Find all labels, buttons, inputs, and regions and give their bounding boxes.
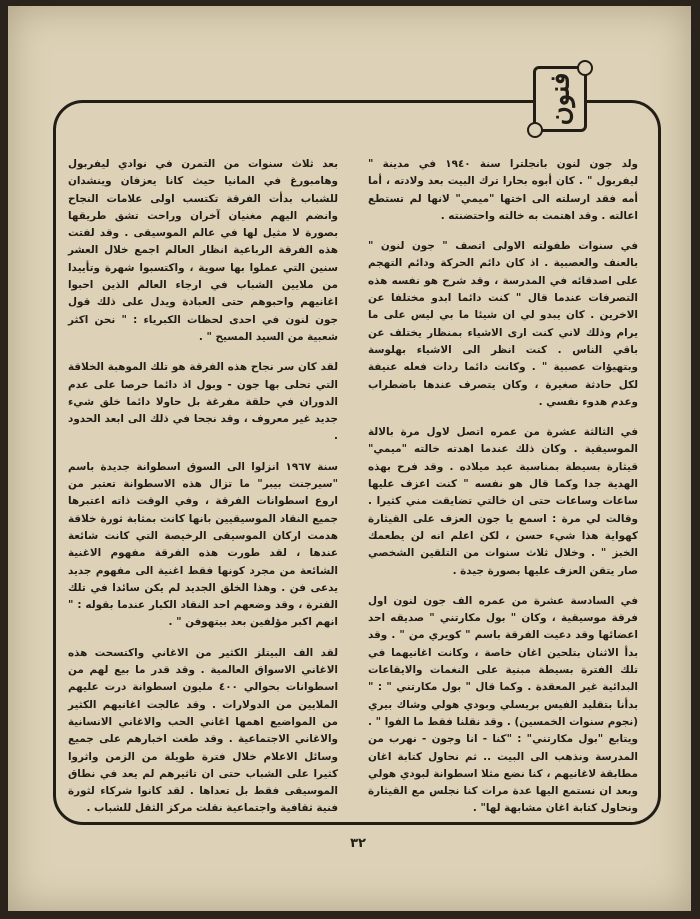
- paragraph: في سنوات طفولته الاولى اتصف " جون لنون " بالعنف والعصبية . اذ كان دائم الحركة ودائم التهجم على اصدقائه في المدرسة ، وقد شرح هو نفسه هذه التصرفات عندما قال " كنت دائما ابدو مختلفا عن الاخرين . كان يبدو لي ان شيئا ما بي ليس على ما يرام وذلك لاني كنت ارى الاشياء بمنظار يختلف عن باقي الناس . كنت انظر الى الاشياء بهلوسة وبتهيؤات عصبية " . وكانت دائما ردات فعله عنيفة لكل حادثة صغيرة ، وكان يتصرف عندها باضطراب وعدم هدوء نفسي .: [368, 240, 638, 408]
- paragraph: بعد ثلاث سنوات من التمرن في نوادي ليفربول وهامبورغ في المانيا حيث كانا يعزفان وينشدان للشباب بدأت الفرقة تكتسب اولى علامات النجاح وانضم اليهم مغنيان آخران وراحت تشق طريقها بصورة لا مثيل لها في عالم الموسيقى . وقد لفتت هذه الفرقة الرباعية انظار العالم اجمع خلال العشر سنين التي عملوا بها سوية ، واكتسبوا شهرة وتأييدا من ملايين الشباب في ارجاء العالم الذين احبوا اغانيهم واحبوهم حتى العبادة ويدل على ذلك قول جون لنون في احدى لحظات الكبرياء : " نحن اكثر شعبية من السيد المسيح " .: [68, 158, 338, 343]
- right-column: [368, 156, 638, 818]
- badge-ring-decoration: [527, 122, 543, 138]
- paragraph: في الثالثة عشرة من عمره اتصل لاول مرة بالالة الموسيقية . وكان ذلك عندما اهدته خالته "ميمي" قيثارة بسيطة بمناسبة عيد ميلاده . وقد فرح بهذه الهدية جدا وكما قال هو نفسه " كنت اعزف عليها ساعات وساعات حتى ان خالتي تضايقت مني كثيرا . وقالت لي مرة : اسمع يا جون العزف على القيثارة كهواية هذا شيء حسن ، لكن اعلم انه لن يطعمك الخبز " . وخلال ثلاث سنوات من التلقين الشخصي صار يتقن العزف عليها بصورة جيدة .: [368, 426, 638, 577]
- paragraph: في السادسة عشرة من عمره الف جون لنون اول فرقة موسيقية ، وكان " بول مكارتني " صديقه احد اعضائها وقد دعيت الفرقة باسم " كويري من " . وقد بدأ الاثنان بتلحين اغان خاصة ، وكانت اغانيهما في تلك الفترة بسيطة مبنية على النغمات والايقاعات البدائية غير المعقدة . وكما قال " بول مكارتني " : " بدأنا بتقليد الفيس بريسلي وبودي هولي وشاك بيري (نجوم سنوات الخمسين) . وقد نقلنا فقط ما الفوا " . ويتابع "بول مكارتني" : "كنا - انا وجون - نهرب من المدرسة ونذهب الى البيت .. ثم نحاول كتابة اغان مطابقة لاغانيهم ، كنا نضع مثلا اسطوانة لبودي هولي وبعد ان نستمع اليها عدة مرات كنا نجلس مع القيثارة ونحاول كتابة اغان مشابهة لها" .: [368, 594, 638, 815]
- paragraph: ولد جون لنون بانجلترا سنة ١٩٤٠ في مدينة " ليفربول " . كان أبوه بحارا ترك البيت بعد ولادته ، أما أمه فقد ارسلته الى اختها "ميمي" لانها لم تستطع اعالته . وقد اهتمت به خالته واحتضنته .: [368, 158, 638, 222]
- page-number: ٣٢: [350, 836, 366, 851]
- paragraph: لقد الف البيتلز الكثير من الاغاني واكتسحت هذه الاغاني الاسواق العالمية . وقد قدر ما بيع لهم من اسطوانات بحوالي ٤٠٠ مليون اسطوانة درت عليهم الملايين من الدولارات . وقد عالجت اغانيهم الكثير من المواضيع اهمها اغاني الحب والاغاني الانسانية والاغاني الاجتماعية . وقد طغت اخبارهم على جميع وسائل الاعلام خلال فترة طويلة من الزمن واثروا كثيرا على الشباب حتى ان تاثيرهم لم يعد في نطاق الموسيقى فقط بل تعداها . لقد كانوا شركاء لثورة فنية ثقافية واجتماعية نقلت مركز الثقل للشباب .: [68, 646, 339, 815]
- paragraph: لقد كان سر نجاح هذه الفرقة هو تلك الموهبة الخلاقة التي تحلى بها جون - وبول اذ دائما حرصا على عدم الدوران في حلقة مفرغة بل حاولا دائما خلق شيء جديد غير معروف ، وقد نجحا في ذلك الى ابعد الحدود .: [68, 361, 338, 443]
- left-column: [68, 156, 338, 818]
- section-label: فنون: [545, 72, 575, 126]
- paragraph: سنة ١٩٦٧ انزلوا الى السوق اسطوانة جديدة باسم "سيرجنت بيبر" ما تزال هذه الاسطوانة تعتبر من اروع اسطوانات الفرقة ، وفي الوقت ذاته اعتبرها جميع النقاد الموسيقيين بانها كانت بمثابة ثورة خلاقة هدمت اركان الموسيقى الرخيصة التي كانت شائعة عندها ، لقد طورت هذه الفرقة مفهوم الاغنية الشائعة من مجرد كونها فقط اغنية الى مفهوم جديد يدعى فن . وهذا الخلق الجديد لم يكن سائدا في تلك الفترة ، وقد وضعهم احد النقاد الكبار عندما بقوله : " انهم اكبر مؤلفين بعد بيتهوفن " .: [68, 460, 338, 629]
- badge-ring-decoration: [577, 60, 593, 76]
- magazine-page: [8, 6, 691, 911]
- section-badge: [533, 66, 587, 132]
